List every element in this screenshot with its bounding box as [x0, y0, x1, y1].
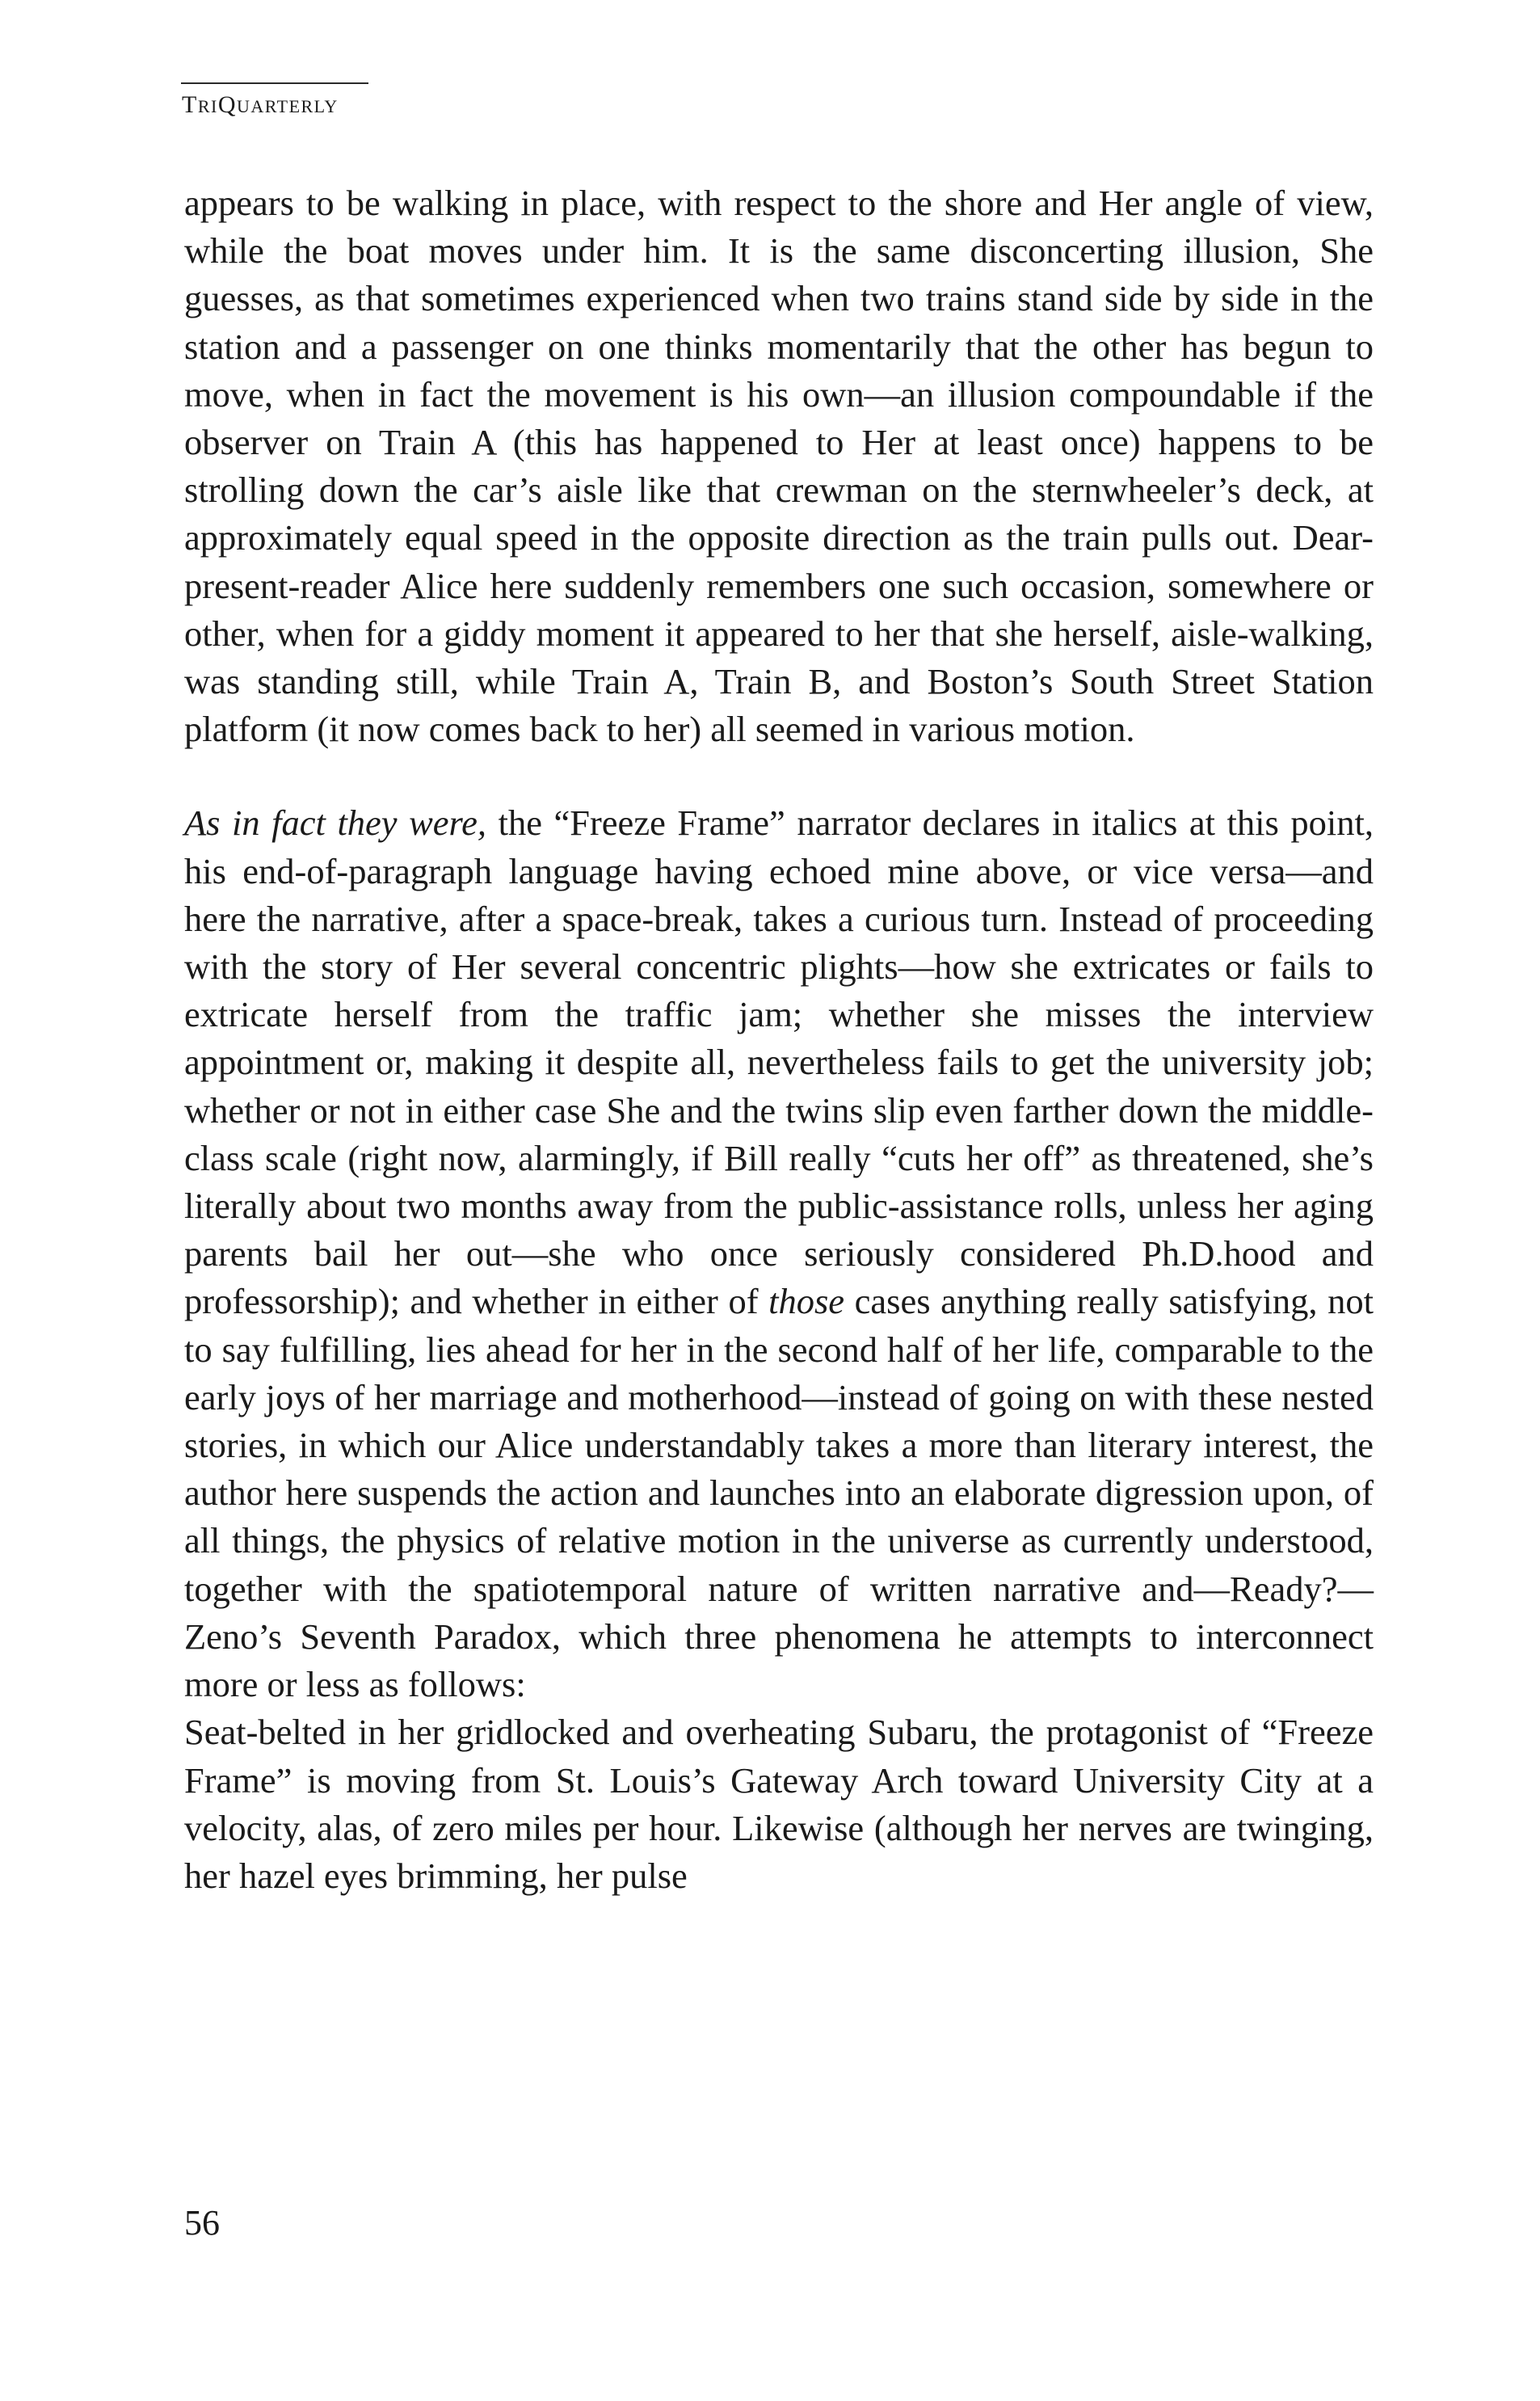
paragraph-3 — [184, 1708, 1374, 1900]
page-number: 56 — [184, 2203, 220, 2243]
paragraph-3-text: Seat-belted in her gridlocked and overheating Subaru, the protagonist of “Freeze Frame” is moving from St. Louis’s Gateway Arch toward University City at a velocity, alas, of zero miles per hour. Likewise (although her nerves are twinging, her hazel eyes brimming, her pulse — [184, 1712, 1374, 1896]
paragraph-2-text-a: the “Freeze Frame” narrator declares in italics at this point, his end-of-paragraph language having echoed mine above, or vice versa—and here the narrative, after a space-break, takes a curious turn. Instead of proceeding with the story of Her several concentric plights—how she extricates or fails to extricate herself from the traffic jam; whether she misses the interview appointment or, making it despite all, nevertheless fails to get the university job; whether or not in either case She and the twins slip even farther down the middle-class scale (right now, alarmingly, if Bill really “cuts her off” as threatened, she’s literally about two months away from the public-assistance rolls, unless her aging parents bail her out—she who once seriously considered Ph.D.hood and professorship); and whether in either of — [184, 802, 1374, 1322]
paragraph-1 — [184, 179, 1374, 753]
paragraph-2-text-b: cases anything really satisfying, not to say fulfilling, lies ahead for her in the second half of her life, comparable to the early joys of her marriage and motherhood—instead of going on with these nested stories, in which our Alice understandably takes a more than literary interest, the author here suspends the action and launches into an elaborate digression upon, of all things, the physics of relative motion in the universe as currently understood, together with the spatiotemporal nature of written narrative and—Ready?—Zeno’s Seventh Paradox, which three phenomena he attempts to interconnect more or less as follows: — [184, 1281, 1374, 1705]
running-head-ri: RI — [197, 96, 218, 116]
running-head-q: Q — [217, 91, 237, 118]
paragraph-2 — [184, 799, 1374, 1708]
body-text — [184, 179, 1374, 1900]
paragraph-1-text: appears to be walking in place, with respect to the shore and Her angle of view, while the boat moves under him. It is the same disconcerting illusion, She guesses, as that sometimes experienced when two trains stand side by side in the station and a passenger on one thinks momentarily that the other has begun to move, when in fact the movement is his own—an illusion compoundable if the observer on Train A (this has happened to Her at least once) happens to be strolling down the car’s aisle like that crewman on the sternwheeler’s deck, at approximately equal speed in the opposite direction as the train pulls out. Dear-present-reader Alice here suddenly remembers one such occasion, somewhere or other, when for a giddy moment it appeared to her that she herself, aisle-walking, was standing still, while Train A, Train B, and Boston’s South Street Station platform (it now comes back to her) all seemed in various motion. — [184, 183, 1374, 750]
header-rule — [181, 82, 368, 84]
paragraph-2-italic-opening: As in fact they were, — [184, 802, 487, 844]
running-head-uarterly: UARTERLY — [237, 96, 339, 116]
running-head — [182, 91, 339, 120]
paragraph-2-italic-those: those — [768, 1281, 845, 1322]
running-head-t: T — [182, 91, 198, 118]
